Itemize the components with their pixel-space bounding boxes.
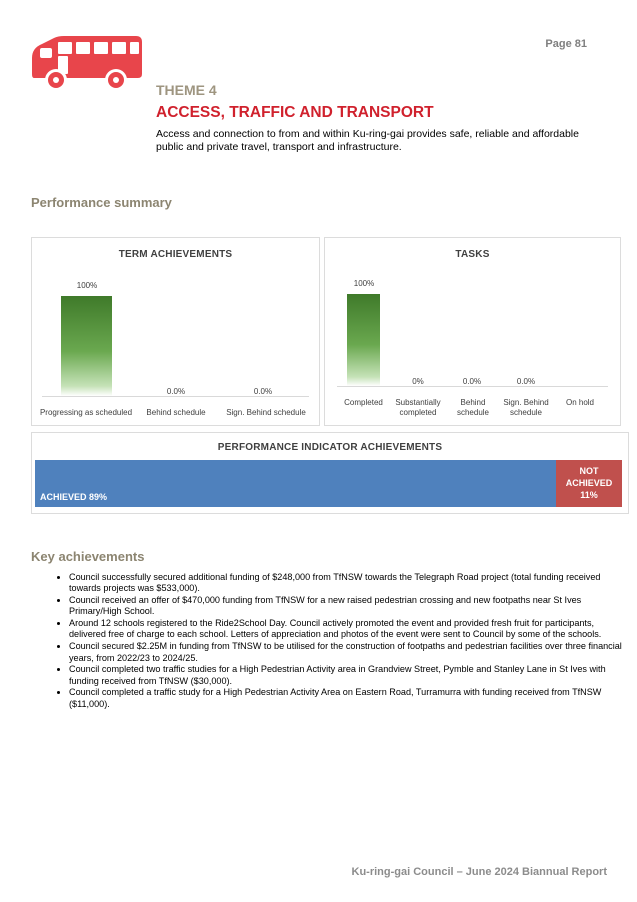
bus-icon xyxy=(24,30,144,90)
theme-description: Access and connection to from and within Ku-ring-gai provides safe, reliable and affordable public and private travel, transport and infrastructure. xyxy=(156,128,579,153)
data-label: 100% xyxy=(76,281,98,290)
key-achievements-heading: Key achievements xyxy=(31,549,145,564)
data-label: 0.0% xyxy=(516,377,536,386)
category-label: Sign. Behind schedule xyxy=(503,398,549,417)
axis-baseline xyxy=(42,396,309,397)
chart-title: PERFORMANCE INDICATOR ACHIEVEMENTS xyxy=(217,442,443,453)
not-achieved-label: NOT xyxy=(579,466,599,476)
tasks-chart xyxy=(324,237,621,426)
category-label: Sign. Behind schedule xyxy=(226,408,306,417)
footer-text: Ku-ring-gai Council – June 2024 Biannual Report xyxy=(351,866,607,878)
category-label: On hold xyxy=(565,398,595,407)
list-item: • Around 12 schools registered to the Ride2School Day. Council actively promoted the event and provided fresh fruit for participants, delivered free of charge to each school. Letters of appreciation and photos of the event were sent to Council by some of the schools. xyxy=(69,618,629,641)
data-label: 0.0% xyxy=(166,387,186,396)
not-achieved-label: ACHIEVED xyxy=(565,478,613,488)
list-item: • Council received an offer of $470,000 funding from TfNSW for a new raised pedestrian crossing and new footpaths near St Ives Primary/High School. xyxy=(69,595,629,618)
theme-title: ACCESS, TRAFFIC AND TRANSPORT xyxy=(156,104,434,121)
category-label: Completed xyxy=(344,398,383,407)
page-number: Page 81 xyxy=(545,38,587,50)
achieved-segment xyxy=(35,460,556,507)
list-item: • Council successfully secured additional funding of $248,000 from TfNSW towards the Telegraph Road project (total funding received towards projects was $533,000). xyxy=(69,572,629,595)
data-label: 0.0% xyxy=(462,377,482,386)
chart-title: TERM ACHIEVEMENTS xyxy=(118,249,233,260)
data-label: 100% xyxy=(353,279,375,288)
category-label: Behind schedule xyxy=(456,398,490,417)
theme-number: THEME 4 xyxy=(156,82,217,98)
list-item: • Council completed a traffic study for a High Pedestrian Activity Area on Eastern Road, Turramurra with funding received from TfNSW ($11,000). xyxy=(69,687,629,710)
category-label: Progressing as scheduled xyxy=(39,408,133,417)
category-label: Behind schedule xyxy=(146,408,206,417)
chart-title: TASKS xyxy=(455,249,490,260)
list-item: • Council secured $2.25M in funding from TfNSW to be utilised for the construction of footpaths and pedestrian facilities over three financial years, from 2022/23 to 2024/25. xyxy=(69,641,629,664)
not-achieved-segment xyxy=(556,460,622,507)
list-item: • Council completed two traffic studies for a High Pedestrian Activity area in Grandview Street, Pymble and Stanley Lane in St Ives with funding received from TfNSW ($30,000). xyxy=(69,664,629,687)
performance-summary-heading: Performance summary xyxy=(31,195,172,210)
bar-progressing xyxy=(61,296,112,396)
key-achievements-list xyxy=(50,572,629,711)
data-label: 0% xyxy=(412,377,424,386)
axis-baseline xyxy=(337,386,608,387)
performance-indicator-chart xyxy=(31,432,629,514)
achieved-label: ACHIEVED 89% xyxy=(40,492,108,502)
category-label: Substantially completed xyxy=(395,398,441,417)
data-label: 0.0% xyxy=(253,387,273,396)
term-achievements-chart xyxy=(31,237,320,426)
not-achieved-value: 11% xyxy=(580,490,598,500)
bar-completed xyxy=(347,294,380,386)
